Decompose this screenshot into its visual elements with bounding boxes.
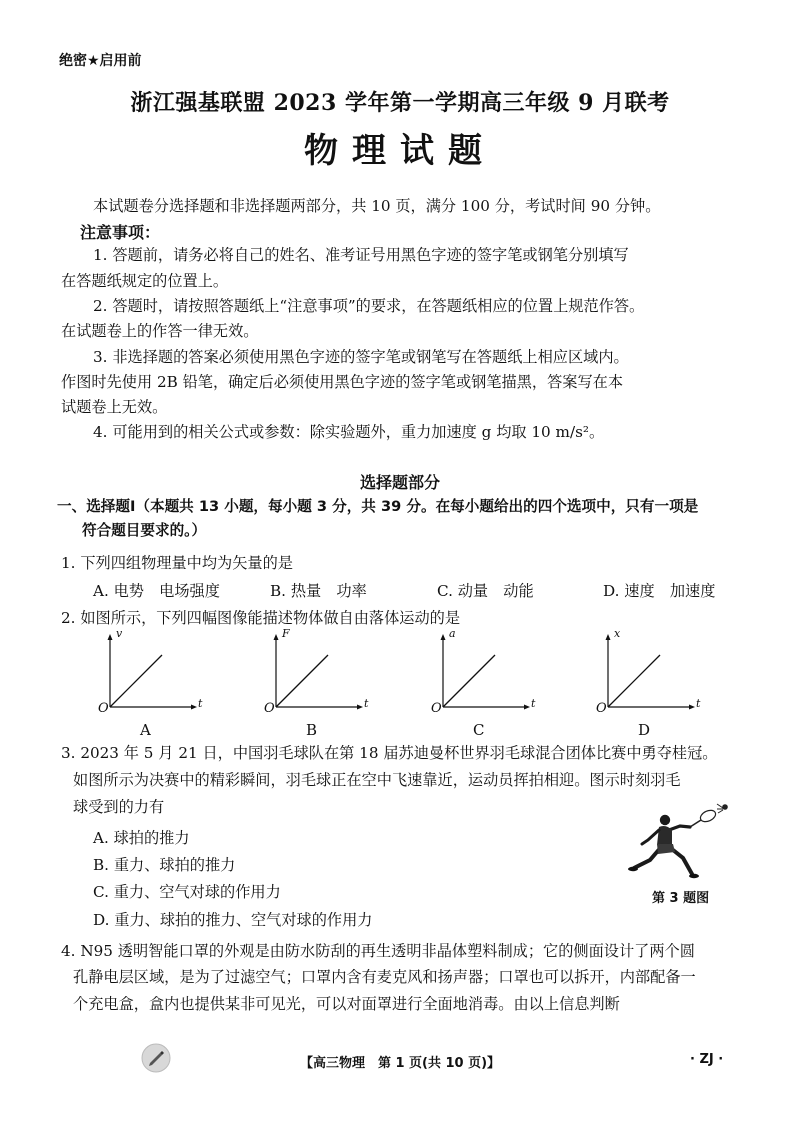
- graph-line: [276, 655, 328, 707]
- footer-code: · ZJ ·: [690, 1052, 724, 1067]
- graph-line: [443, 655, 495, 707]
- note-line: 3. 非选择题的答案必须使用黑色字迹的签字笔或钢笔写在答题纸上相应区域内。: [93, 348, 629, 366]
- note-line: 试题卷上无效。: [61, 398, 168, 416]
- x-axis-label: t: [198, 697, 203, 710]
- q1-stem: 1. 下列四组物理量中均为矢量的是: [61, 554, 293, 572]
- origin-label: O: [596, 701, 607, 716]
- graph-line: [110, 655, 162, 707]
- note-line: 在试题卷上的作答一律无效。: [61, 322, 259, 340]
- q2-graph-a: [98, 627, 218, 741]
- y-axis-label: a: [449, 627, 456, 640]
- q3-option-d: D. 重力、球拍的推力、空气对球的作用力: [93, 911, 373, 929]
- note-line: 1. 答题前，请务必将自己的姓名、准考证号用黑色字迹的签字笔或钢笔分别填写: [93, 246, 629, 264]
- notes-heading: 注意事项：: [80, 223, 161, 242]
- q1-option-b: B. 热量 功率: [270, 582, 367, 600]
- y-axis-arrow: [108, 634, 113, 640]
- origin-label: O: [98, 701, 109, 716]
- y-axis-label: F: [282, 627, 290, 640]
- q4-stem-line: 个充电盒，盒内也提供某非可见光，可以对面罩进行全面地消毒。由以上信息判断: [73, 995, 620, 1013]
- note-line: 作图时先使用 2B 铅笔，确定后必须使用黑色字迹的签字笔或钢笔描黑，答案写在本: [61, 373, 624, 391]
- q2-graph-d: [596, 627, 716, 741]
- q3-stem-line: 3. 2023 年 5 月 21 日，中国羽毛球队在第 18 届苏迪曼杯世界羽毛球混合团体比赛中勇夺桂冠。: [61, 744, 718, 762]
- q2-graph-c: [431, 627, 551, 741]
- subject-title: 物理试题: [304, 131, 496, 171]
- x-axis-label: t: [696, 697, 701, 710]
- q1-option-d: D. 速度 加速度: [603, 582, 716, 600]
- q3-option-a: A. 球拍的推力: [93, 829, 190, 847]
- y-axis-label: v: [116, 627, 123, 640]
- q3-stem-line: 如图所示为决赛中的精彩瞬间，羽毛球正在空中飞速靠近，运动员挥拍相迎。图示时刻羽毛: [73, 771, 681, 789]
- graph-line: [608, 655, 660, 707]
- confidential-label: 绝密★启用前: [59, 53, 142, 69]
- q4-stem-line: 4. N95 透明智能口罩的外观是由防水防刮的再生透明非晶体塑料制成；它的侧面设计了两个圆: [61, 942, 695, 960]
- note-line: 在答题纸规定的位置上。: [61, 272, 229, 290]
- q3-option-c: C. 重力、空气对球的作用力: [93, 883, 281, 901]
- section-title: 选择题部分: [359, 473, 440, 492]
- y-axis-label: x: [614, 627, 621, 640]
- q1-option-c: C. 动量 动能: [437, 582, 534, 600]
- x-axis-arrow: [191, 705, 197, 710]
- graph-option-label: B: [306, 721, 318, 739]
- x-axis-arrow: [524, 705, 530, 710]
- badminton-player-figure: [628, 800, 732, 884]
- x-axis-label: t: [531, 697, 536, 710]
- part-instruction: 一、选择题Ⅰ（本题共 13 小题，每小题 3 分，共 39 分。在每小题给出的四个选项中，只有一项是: [57, 498, 699, 515]
- q3-stem-line: 球受到的力有: [73, 798, 165, 816]
- x-axis-arrow: [689, 705, 695, 710]
- x-axis-label: t: [364, 697, 369, 710]
- y-axis-arrow: [441, 634, 446, 640]
- y-axis-arrow: [606, 634, 611, 640]
- y-axis-arrow: [274, 634, 279, 640]
- origin-label: O: [431, 701, 442, 716]
- part-instruction-cont: 符合题目要求的。）: [82, 522, 207, 539]
- page-footer: 【高三物理 第 1 页(共 10 页)】: [299, 1056, 501, 1071]
- q2-stem: 2. 如图所示，下列四幅图像能描述物体做自由落体运动的是: [61, 609, 461, 627]
- q2-graph-b: [264, 627, 384, 741]
- origin-label: O: [264, 701, 275, 716]
- q1-option-a: A. 电势 电场强度: [93, 582, 220, 600]
- q4-stem-line: 孔静电层区域，是为了过滤空气；口罩内含有麦克风和扬声器；口罩也可以拆开，内部配备一: [73, 968, 696, 986]
- graph-option-label: C: [473, 721, 485, 739]
- graph-option-label: D: [638, 721, 651, 739]
- exam-title: 浙江强基联盟 2023 学年第一学期高三年级 9 月联考: [130, 90, 670, 116]
- note-line: 2. 答题时，请按照答题纸上“注意事项”的要求，在答题纸相应的位置上规范作答。: [93, 297, 645, 315]
- x-axis-arrow: [357, 705, 363, 710]
- q3-figure-caption: 第 3 题图: [652, 891, 710, 906]
- note-line: 4. 可能用到的相关公式或参数：除实验题外，重力加速度 g 均取 10 m/s²。: [93, 423, 605, 441]
- graph-option-label: A: [140, 721, 151, 739]
- q3-option-b: B. 重力、球拍的推力: [93, 856, 236, 874]
- intro-text: 本试题卷分选择题和非选择题两部分，共 10 页，满分 100 分，考试时间 90 分钟。: [93, 197, 661, 215]
